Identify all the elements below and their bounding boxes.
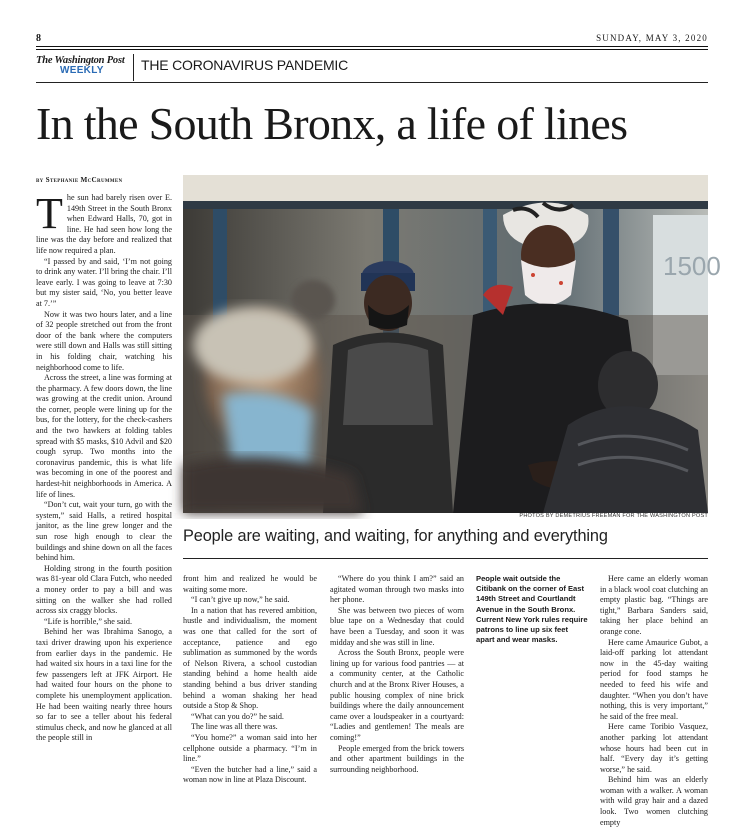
- masthead-divider: [133, 54, 134, 81]
- news-photo: [183, 175, 721, 513]
- lede-text: he sun had barely risen over E. 149th Street in the South Bronx when Edward Halls, 70, got in line. He had seen how long the line was the day before and realized that life now required a plan.: [36, 193, 172, 255]
- article-paragraph: Across the South Bronx, people were lining up for various food pantries — at a community center, at the Catholic church and at the Bronx River Houses, a public housing complex of nine brick buildings where the daily announcement came over a loudspeaker in a courtyard: “Ladies and gentlemen! The meals are coming!”: [330, 648, 464, 742]
- top-rule: [36, 46, 708, 50]
- byline: [36, 176, 122, 184]
- svg-text:1500: 1500: [663, 251, 721, 281]
- article-paragraph: “I passed by and said, ‘I’m not going to drink any water. I’ll bring the chair. I’ll leave early. I was going to leave at 7:30 but my sister said, ‘No, you better leave at 7.’”: [36, 256, 172, 308]
- masthead-rule: [36, 82, 708, 83]
- article-paragraph: Behind him was an elderly woman with a walker. A woman with wild gray hair and a dazed look. Two women clutching empty: [600, 775, 708, 827]
- masthead: [36, 52, 708, 82]
- washington-post-weekly-logo[interactable]: [36, 55, 132, 79]
- logo-wordmark: The Washington Post: [36, 55, 125, 66]
- byline-text: by Stephanie McCrummen: [36, 176, 123, 184]
- article-paragraph: Here came Toribio Vasquez, another parking lot attendant whose hours had been cut in half. “Every day it’s getting worse,” he said.: [600, 722, 708, 774]
- article-paragraph: Now it was two hours later, and a line of 32 people stretched out from the front door of the bank where the computers were still down and Halls was still sitting in his folding chair, watching his neighborhood come to life.: [36, 309, 172, 372]
- article-paragraph: “What can you do?” he said.: [191, 711, 284, 721]
- subheadline: People are waiting, and waiting, for anything and everything: [183, 527, 608, 545]
- article-paragraph: front him and realized he would be waiting some more.: [183, 574, 317, 594]
- article-paragraph: Here came Amaurice Gubot, a laid-off parking lot attendant now in the 45-day waiting period for food stamps he needed to feed his wife and daughter. “When you don’t have nothing, this is very important,” he said of the free meal.: [600, 637, 708, 721]
- article-paragraph: “Don’t cut, wait your turn, go with the system,” said Halls, a retired hospital janitor, as the line grew longer and the sun rose high enough to clear the buildings and shine down on all the faces behind him.: [36, 500, 172, 563]
- section-title: THE CORONAVIRUS PANDEMIC: [141, 57, 349, 73]
- article-column-3: [330, 574, 464, 804]
- article-paragraph: “Even the butcher had a line,” said a woman now in line at Plaza Discount.: [183, 764, 317, 785]
- article-paragraph: Across the street, a line was forming at the pharmacy. A few doors down, the line was growing at the credit union. Around the corner, people were lining up for the bus, for the lottery, for the check-cashers and the two hawkers at folding tables spread with $5 masks, $10 Advil and $20 cough syrup. Two months into the coronavirus pandemic, this is what life was becoming in one of the poorest and hardest-hit neighborhoods in America. A life of lines.: [36, 373, 172, 499]
- folio: [36, 33, 708, 47]
- deck-rule: [183, 558, 708, 559]
- article-paragraph: People emerged from the brick towers and other apartment buildings in the surrounding neighborhood.: [330, 743, 464, 774]
- issue-date: SUNDAY, MAY 3, 2020: [596, 33, 708, 43]
- page-number: 8: [36, 33, 41, 44]
- headline: In the South Bronx, a life of lines: [36, 98, 628, 149]
- photo-credit: PHOTOS BY DEMETRIUS FREEMAN FOR THE WASHINGTON POST: [519, 513, 708, 519]
- article-paragraph: “Life is horrible,” she said.: [44, 616, 132, 626]
- article-paragraph: “Where do you think I am?” said an agitated woman through two masks into her phone.: [330, 574, 464, 605]
- article-column-5: [600, 574, 708, 827]
- article-lede: [36, 189, 172, 257]
- article-paragraph: In a nation that has revered ambition, hustle and individualism, the moment was one that called for the sort of acceptance, patience and ego sublimation as summoned by the words of Nelson Rivera, a school custodian standing behind a home health aide standing behind a bus driver standing behind a woman shaking her head outside a Stop & Shop.: [183, 605, 317, 711]
- logo-weekly: WEEKLY: [60, 65, 104, 76]
- article-paragraph: “I can’t give up now,” he said.: [191, 595, 290, 605]
- photo-caption: People wait outside the Citibank on the corner of East 149th Street and Courtlandt Avenue in the South Bronx. Current New York rules require patrons to line up six feet apart and wear masks.: [476, 574, 588, 645]
- article-paragraph: Holding strong in the fourth position was 81-year old Clara Futch, who needed a money order to pay a bill and was sitting on the walker she had rolled across six craggy blocks.: [36, 563, 172, 616]
- drop-cap: T: [36, 189, 63, 238]
- article-paragraph: She was between two pieces of worn blue tape on a Wednesday that could have been a Tuesday, and soon it was midday and she was still in line.: [330, 605, 464, 647]
- photo-illustration: [183, 175, 721, 513]
- article-paragraph: Here came an elderly woman in a black wool coat clutching an empty plastic bag. “Things are tight,” Barbara Sanders said, taking her place behind an orange cone.: [600, 574, 708, 636]
- article-paragraph: “You home?” a woman said into her cellphone outside a pharmacy. “I’m in line.”: [183, 732, 317, 764]
- article-paragraph: The line was all there was.: [191, 722, 278, 732]
- article-column-2: [183, 574, 317, 804]
- article-paragraph: Behind her was Ibrahima Sanogo, a taxi driver drawing upon his experience from earlier days in the pandemic. He had waited six hours in a taxi line for the few passengers left at JFK Airport. He had waited four hours on the phone to complete his unemployment application. He had been waiting nearly three hours so far to see a teller about his federal stimulus check, and now he glanced at all the people still in: [36, 627, 172, 743]
- article-column-1: [36, 189, 172, 803]
